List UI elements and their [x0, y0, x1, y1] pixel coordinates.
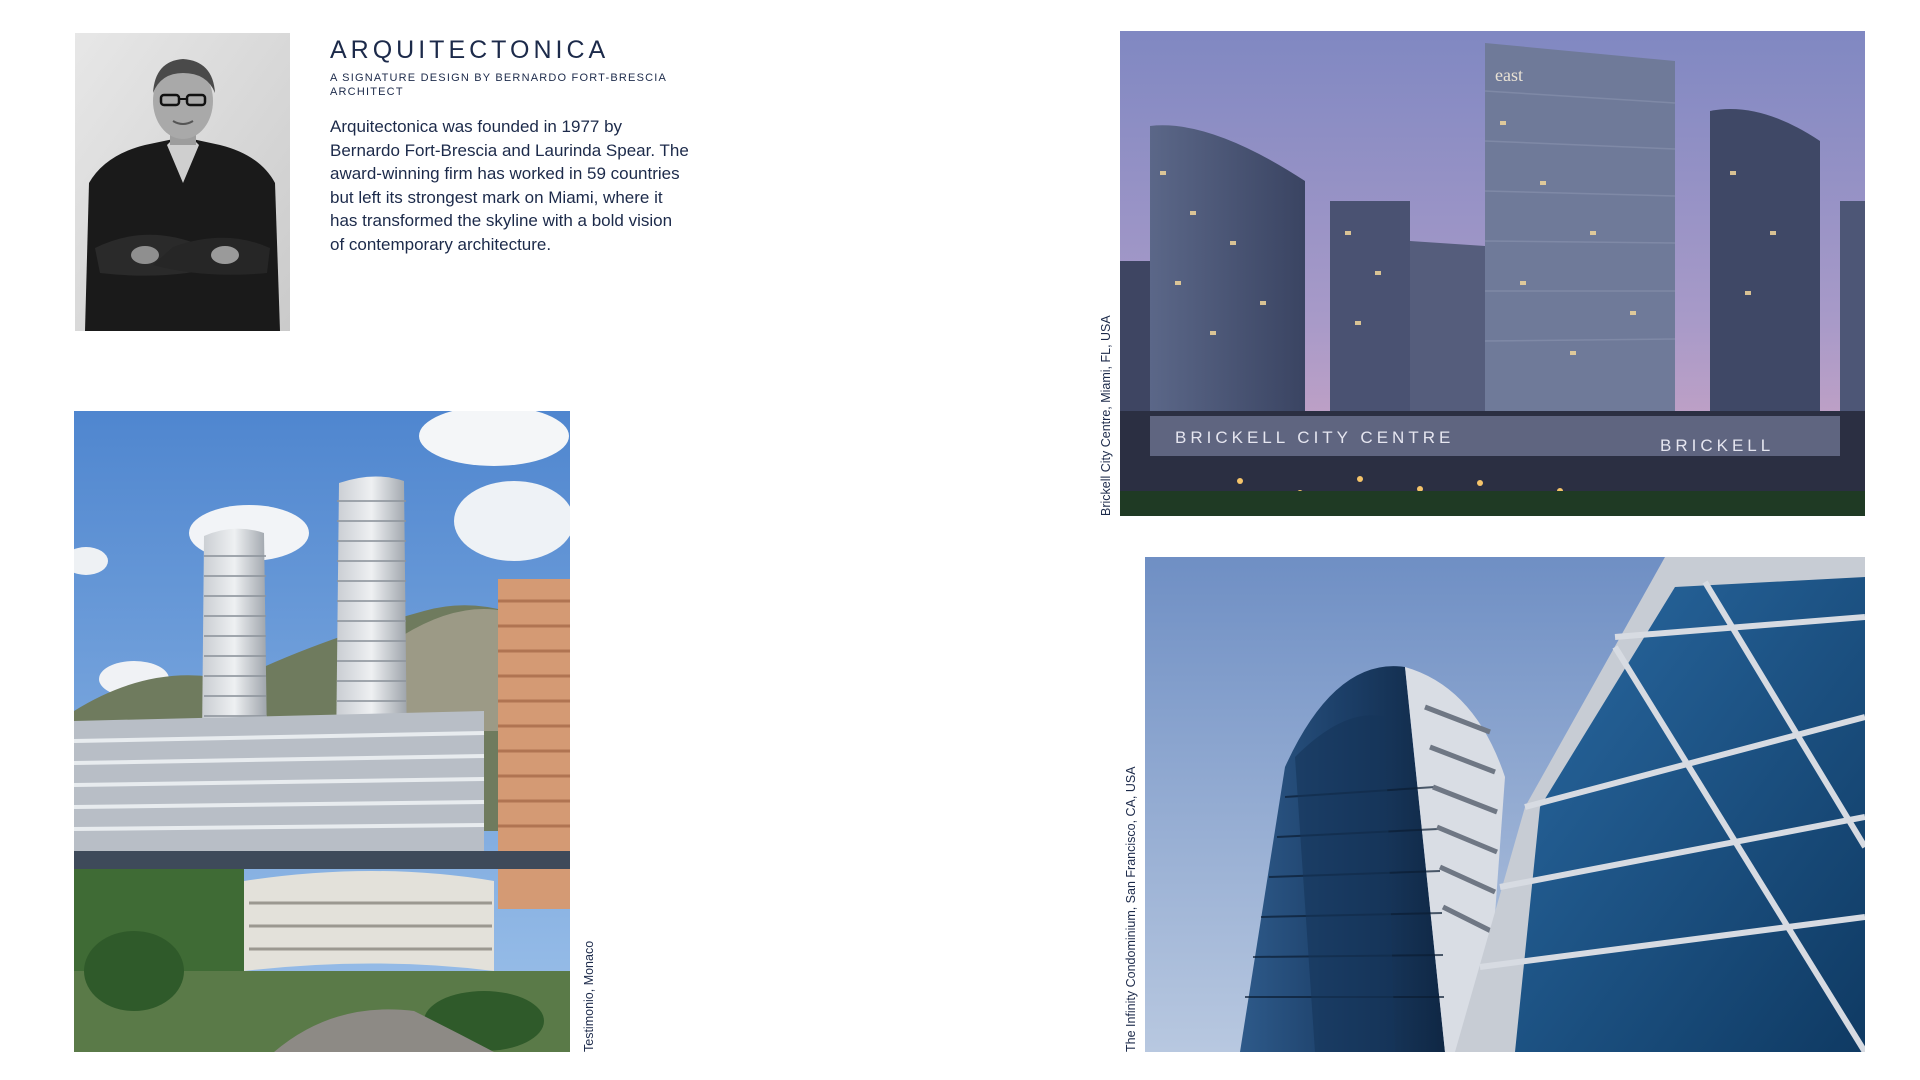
intro-paragraph: Arquitectonica was founded in 1977 by Bernardo Fort-Brescia and Laurinda Spear. The award-winning firm has worked in 59 countries but left its strongest mark on Miami, where it has transformed the skyline with a bold vision of contemporary architecture. — [330, 117, 689, 254]
brand-block — [330, 36, 690, 256]
brickell-sign-left: BRICKELL CITY CENTRE — [1175, 428, 1455, 447]
testimonio-monaco-photo — [74, 411, 570, 1052]
infinity-condominium-photo — [1145, 557, 1865, 1052]
caption-testimonio: Testimonio, Monaco — [582, 940, 596, 1052]
portrait-photo — [75, 33, 290, 331]
east-tower-logo: east — [1495, 65, 1523, 85]
caption-brickell: Brickell City Centre, Miami, FL, USA — [1099, 315, 1113, 516]
page-subtitle: A SIGNATURE DESIGN BY BERNARDO FORT-BRESCIA ARCHITECT — [330, 72, 667, 98]
brickell-city-centre-photo — [1120, 31, 1865, 516]
architect-portrait — [75, 33, 290, 331]
page-title: ARQUITECTONICA — [330, 36, 610, 64]
brickell-sign-right: BRICKELL — [1660, 436, 1775, 455]
caption-infinity: The Infinity Condominium, San Francisco, CA, USA — [1124, 766, 1138, 1052]
